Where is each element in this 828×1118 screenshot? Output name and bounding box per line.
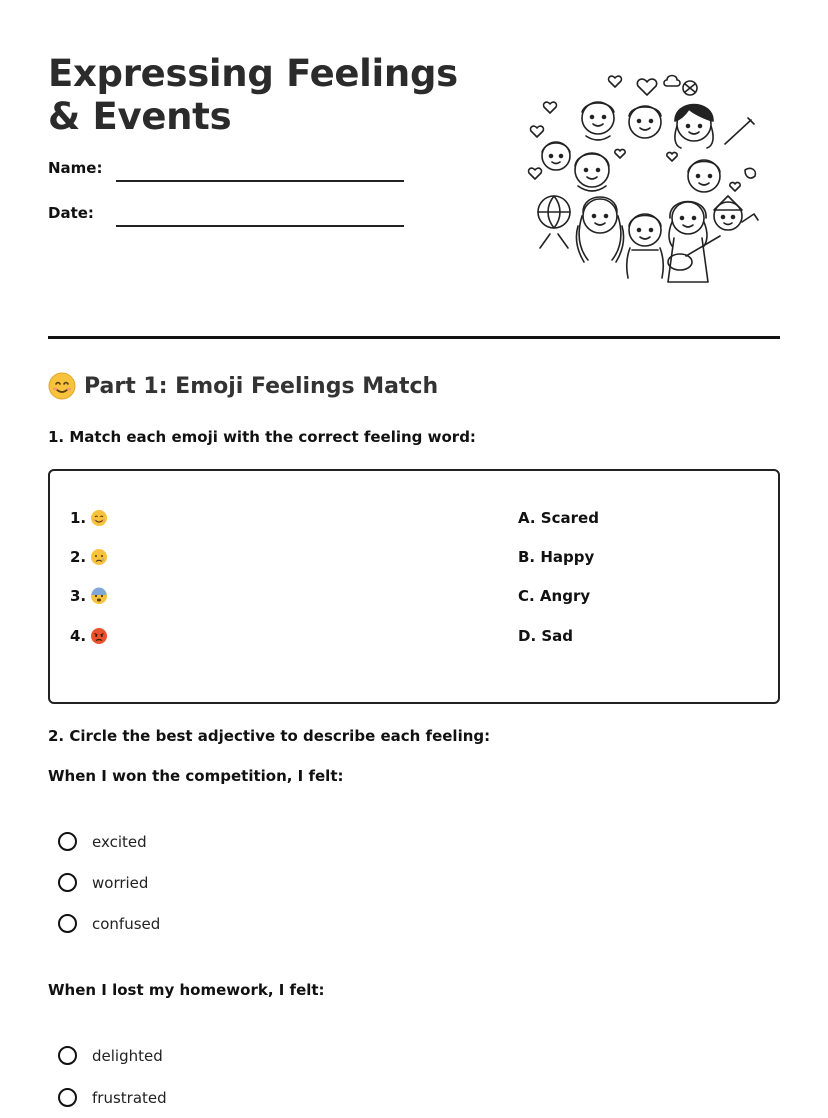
heart-icon (531, 126, 544, 137)
child-face (629, 106, 661, 138)
emoji-number: 3. (70, 587, 87, 605)
emoji-number: 4. (70, 627, 87, 645)
date-field[interactable] (116, 225, 404, 227)
children-illustration (520, 66, 770, 298)
emoji-number: 2. (70, 548, 87, 566)
option-label: excited (92, 832, 147, 851)
radio-button[interactable] (58, 832, 77, 851)
part-1-title-text: Part 1: Emoji Feelings Match (84, 373, 439, 399)
date-label: Date: (48, 204, 94, 222)
heart-icon (730, 183, 740, 191)
part-1-title (48, 372, 438, 400)
child-face (575, 153, 609, 191)
name-field[interactable] (116, 180, 404, 182)
child-face (714, 196, 758, 230)
smiling-face-icon (48, 372, 76, 400)
option-delighted[interactable] (58, 1046, 163, 1065)
radio-button[interactable] (58, 1046, 77, 1065)
heart-icon (529, 168, 542, 179)
child-face (668, 202, 720, 283)
option-worried[interactable] (58, 873, 148, 892)
emoji-row-2 (70, 548, 108, 566)
angry-face-emoji-icon (90, 627, 108, 645)
child-face (582, 102, 614, 140)
heart-icon (637, 79, 656, 95)
emoji-match-box (48, 469, 780, 704)
feeling-word-a: A. Scared (518, 509, 599, 527)
heart-icon (609, 76, 622, 87)
child-face (542, 142, 570, 170)
emoji-row-3 (70, 587, 108, 605)
emoji-row-4 (70, 627, 108, 645)
feeling-word-d: D. Sad (518, 627, 574, 645)
option-frustrated[interactable] (58, 1088, 167, 1107)
option-excited[interactable] (58, 832, 147, 851)
option-label: worried (92, 873, 149, 892)
question-1: 1. Match each emoji with the correct feeling word: (48, 428, 476, 446)
name-label: Name: (48, 159, 103, 177)
page-title: Expressing Feelings & Events (48, 52, 458, 138)
crying-face-emoji-icon (90, 548, 108, 566)
globe-icon (538, 196, 570, 248)
question-2: 2. Circle the best adjective to describe each feeling: (48, 727, 491, 745)
child-face (675, 105, 713, 149)
heart-icon (544, 102, 557, 113)
radio-button[interactable] (58, 1088, 77, 1107)
option-label: delighted (92, 1046, 163, 1065)
child-face (627, 214, 664, 278)
fearful-face-emoji-icon (90, 587, 108, 605)
section-divider (48, 336, 780, 339)
child-face (688, 160, 720, 192)
emoji-number: 1. (70, 509, 87, 527)
feeling-word-b: B. Happy (518, 548, 595, 566)
prompt-won-competition: When I won the competition, I felt: (48, 767, 344, 785)
option-label: frustrated (92, 1088, 167, 1107)
emoji-row-1 (70, 509, 108, 527)
radio-button[interactable] (58, 873, 77, 892)
heart-icon (667, 153, 677, 161)
feeling-word-c: C. Angry (518, 587, 591, 605)
heart-icon (615, 150, 625, 158)
option-label: confused (92, 914, 161, 933)
radio-button[interactable] (58, 914, 77, 933)
prompt-lost-homework: When I lost my homework, I felt: (48, 981, 325, 999)
child-face (576, 197, 623, 262)
smiling-face-emoji-icon (90, 509, 108, 527)
option-confused[interactable] (58, 914, 160, 933)
